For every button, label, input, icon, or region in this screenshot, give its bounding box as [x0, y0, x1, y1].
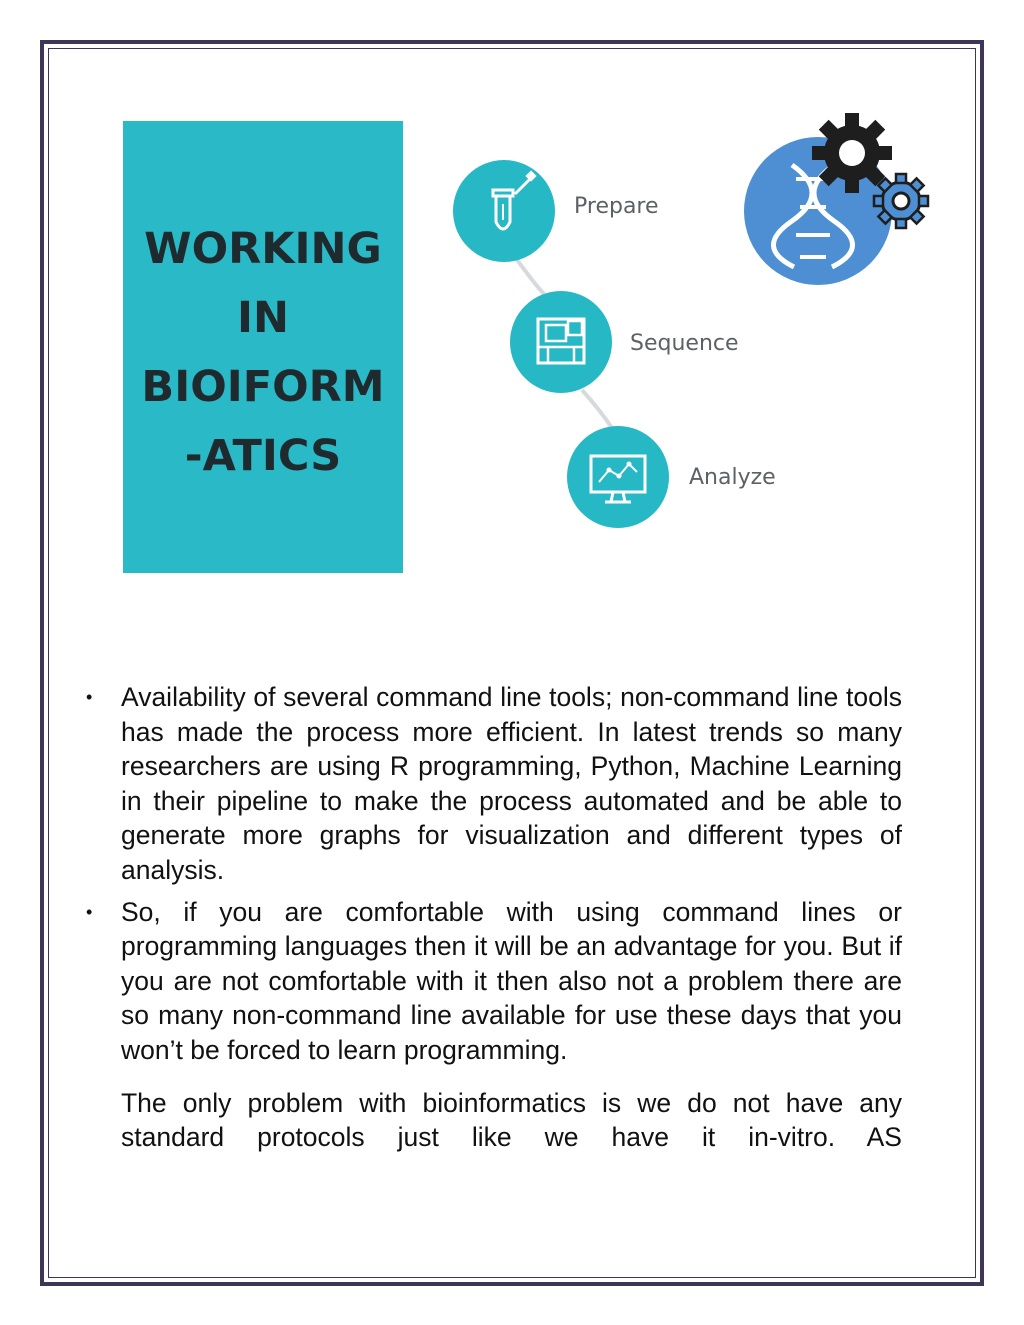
- step-sequence-label: Sequence: [630, 331, 739, 356]
- test-tube-icon: [453, 160, 555, 262]
- document-body: [80, 680, 902, 1155]
- sequencer-machine-icon: [510, 291, 612, 393]
- step-prepare-circle: [453, 160, 555, 262]
- bullet-text-2: So, if you are comfortable with using command lines or programming languages then it will be an advantage for you. But if you are not comfortable with it then also not a problem there are so many non-command line available for use these days that you won’t be forced to learn programming.: [121, 896, 902, 1065]
- poster-title-line-3: BIOIFORM: [141, 362, 385, 412]
- bullet-dot: •: [86, 687, 93, 707]
- poster-title-line-4: -ATICS: [184, 431, 342, 481]
- step-analyze-circle: [567, 426, 669, 528]
- poster-title-line-2: IN: [237, 293, 289, 343]
- monitor-chart-icon: [567, 426, 669, 528]
- step-sequence-circle: [510, 291, 612, 393]
- step-prepare-label: Prepare: [574, 194, 659, 219]
- poster-title-line-1: WORKING: [144, 224, 382, 274]
- step-analyze-label: Analyze: [689, 465, 776, 490]
- dna-gears-icon: [744, 117, 934, 277]
- bullet-text-1: Availability of several command line tools; non-command line tools has made the process more efficient. In latest trends so many researchers are using R programming, Python, Machine Learning in their pipeline to make the process automated and be able to generate more graphs for visualization and different types of analysis.: [121, 682, 902, 885]
- bullet-dot: •: [86, 901, 93, 922]
- list-item: [80, 895, 902, 1068]
- poster-title: [123, 215, 403, 491]
- bioinformatics-poster: [123, 121, 403, 573]
- list-item: [80, 680, 902, 888]
- dna-gears-badge: [744, 137, 892, 285]
- body-paragraph: The only problem with bioinformatics is we do not have any standard protocols just like we have it in-vitro. AS: [121, 1087, 902, 1153]
- bullet-list: [80, 680, 902, 1068]
